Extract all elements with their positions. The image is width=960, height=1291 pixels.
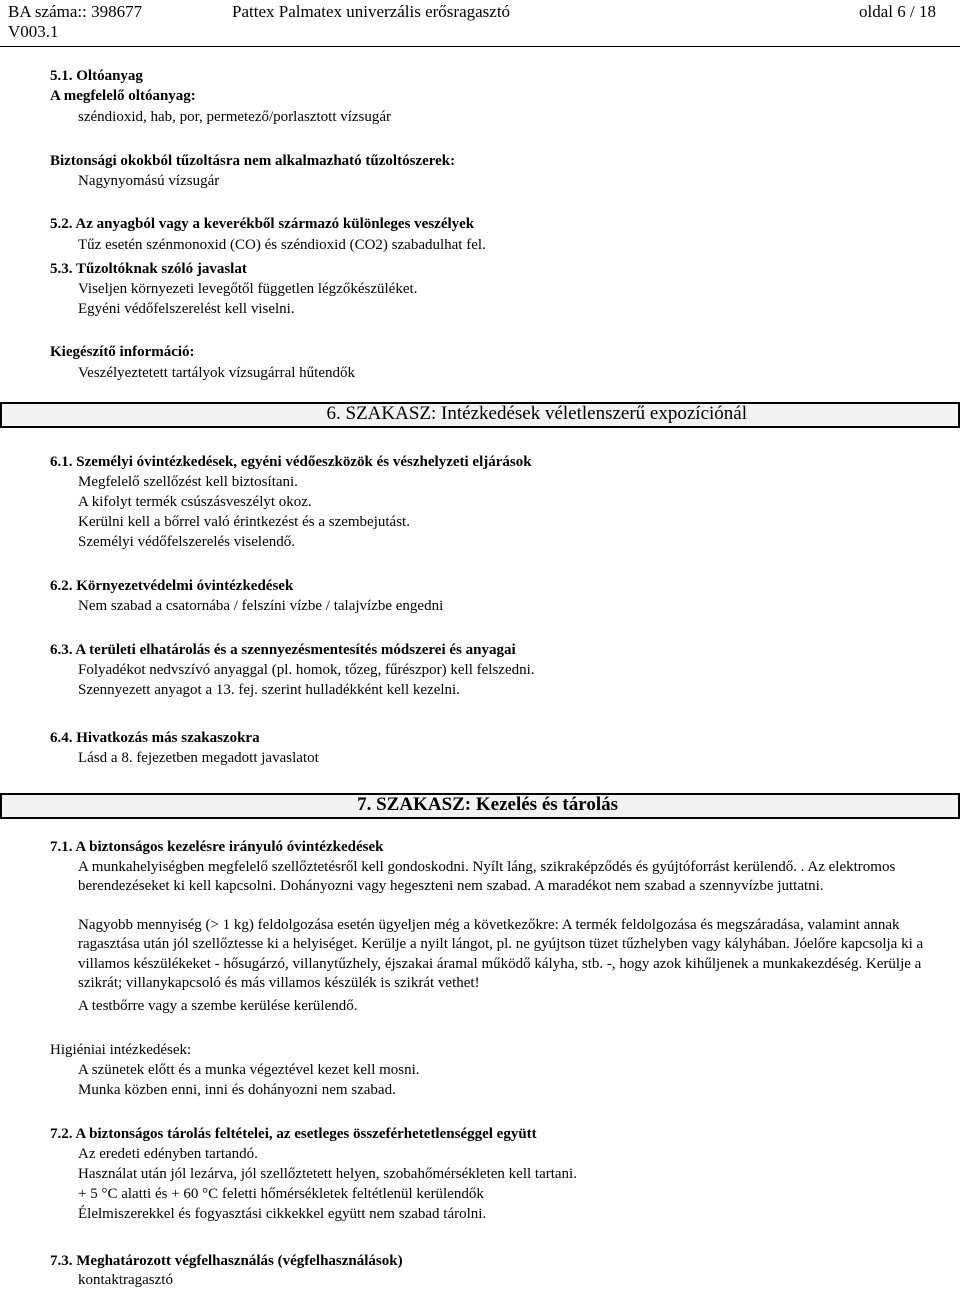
text-line: Egyéni védőfelszerelést kell viselni.: [78, 301, 295, 317]
subsection-6-3-title: 6.3. A területi elhatárolás és a szennyezésmentesítés módszerei és anyagai: [50, 642, 516, 658]
suitable-media-label: A megfelelő oltóanyag:: [50, 88, 196, 104]
text-line: Folyadékot nedvszívó anyaggal (pl. homok, tőzeg, fűrészpor) kell felszedni.: [78, 662, 535, 678]
subsection-6-4-title: 6.4. Hivatkozás más szakaszokra: [50, 730, 260, 746]
section-6-title: 6. SZAKASZ: Intézkedések véletlenszerű expozíciónál: [326, 403, 747, 424]
text-line: Élelmiszerekkel és fogyasztási cikkekkel együtt nem szabad tárolni.: [78, 1206, 487, 1222]
text-line: Szennyezett anyagot a 13. fej. szerint hulladékként kell kezelni.: [78, 682, 460, 698]
additional-info-label: Kiegészítő információ:: [50, 344, 195, 360]
subsection-7-3-title: 7.3. Meghatározott végfelhasználás (végfelhasználások): [50, 1253, 403, 1269]
text-line: Használat után jól lezárva, jól szellőztetett helyen, szobahőmérsékleten kell tartani.: [78, 1166, 577, 1182]
product-name: Pattex Palmatex univerzális erősragasztó: [232, 2, 511, 21]
section-7-banner: [0, 793, 960, 819]
paragraph: A munkahelyiségben megfelelő szellőztetésről kell gondoskodni. Nyílt láng, szikraképződés és gyújtóforrást kerülendő. . Az elektromos berendezéseket ki kell kapcsolni. Dohányozni vagy hegeszteni nem szabad. A maradékot nem szabad a szennyvízbe juttatni.: [78, 859, 896, 895]
document-number: BA száma:: 398677: [8, 2, 143, 21]
page-header: [0, 0, 960, 48]
subsection-7-1-title: 7.1. A biztonságos kezelésre irányuló óvintézkedések: [50, 839, 384, 855]
text-line: kontaktragasztó: [78, 1272, 173, 1288]
document-version: V003.1: [8, 22, 59, 41]
text-line: Lásd a 8. fejezetben megadott javaslatot: [78, 750, 319, 766]
text-line: Kerülni kell a bőrrel való érintkezést és a szembejutást.: [78, 514, 410, 530]
text-line: Nem szabad a csatornába / felszíni vízbe / talajvízbe engedni: [78, 598, 444, 614]
unsuitable-media-value: Nagynyomású vízsugár: [78, 173, 220, 189]
text-line: Munka közben enni, inni és dohányozni nem szabad.: [78, 1082, 396, 1098]
hygiene-label: Higiéniai intézkedések:: [50, 1042, 192, 1058]
text-line: A kifolyt termék csúszásveszélyt okoz.: [78, 494, 312, 510]
header-divider: [0, 46, 960, 47]
suitable-media-value: széndioxid, hab, por, permetező/porlasztott vízsugár: [78, 109, 392, 125]
subsection-6-1-title: 6.1. Személyi óvintézkedések, egyéni védőeszközök és vészhelyzeti eljárások: [50, 454, 532, 470]
unsuitable-media-label: Biztonsági okokból tűzoltásra nem alkalmazható tűzoltószerek:: [50, 153, 456, 169]
subsection-5-3-title: 5.3. Tűzoltóknak szóló javaslat: [50, 261, 247, 277]
text-line: A testbőrre vagy a szembe kerülése kerülendő.: [78, 998, 358, 1014]
paragraph: Nagyobb mennyiség (> 1 kg) feldolgozása esetén ügyeljen még a következőkre: A termék feldolgozása és megszáradása, valamint annak ragasztása után jól szellőztesse ki a helyiséget. Kerülje a nyilt lángot, pl. ne gyújtson tüzet tűzhelyben vagy kályhában. Jóelőre kapcsolja ki a villamos készülékeket - hősugárzó, villanytűzhely, éjszakai áramal működő kályha, stb. -, hogy azok kihűljenek a munkakezdéség. Kerülje a szikrát; villanykapcsoló és más villamos készülék is szikrát vethet!: [78, 917, 924, 992]
text-line: Tűz esetén szénmonoxid (CO) és széndioxid (CO2) szabadulhat fel.: [78, 237, 486, 253]
subsection-5-1-title: 5.1. Oltóanyag: [50, 68, 143, 84]
text-line: Veszélyeztetett tartályok vízsugárral hűtendők: [78, 365, 355, 381]
text-line: Megfelelő szellőzést kell biztosítani.: [78, 474, 298, 490]
text-line: + 5 °C alatti és + 60 °C feletti hőmérsékletek feltétlenül kerülendők: [78, 1186, 484, 1202]
text-line: Személyi védőfelszerelés viselendő.: [78, 534, 296, 550]
text-line: A szünetek előtt és a munka végeztével kezet kell mosni.: [78, 1062, 420, 1078]
text-line: Az eredeti edényben tartandó.: [78, 1146, 258, 1162]
page-number: oldal 6 / 18: [859, 2, 936, 21]
subsection-7-2-title: 7.2. A biztonságos tárolás feltételei, az esetleges összeférhetetlenséggel együtt: [50, 1126, 537, 1142]
subsection-6-2-title: 6.2. Környezetvédelmi óvintézkedések: [50, 578, 294, 594]
section-6-banner: [0, 402, 960, 428]
text-line: Viseljen környezeti levegőtől független légzőkészüléket.: [78, 281, 418, 297]
section-7-title: 7. SZAKASZ: Kezelés és tárolás: [357, 794, 618, 815]
subsection-5-2-title: 5.2. Az anyagból vagy a keverékből származó különleges veszélyek: [50, 216, 475, 232]
